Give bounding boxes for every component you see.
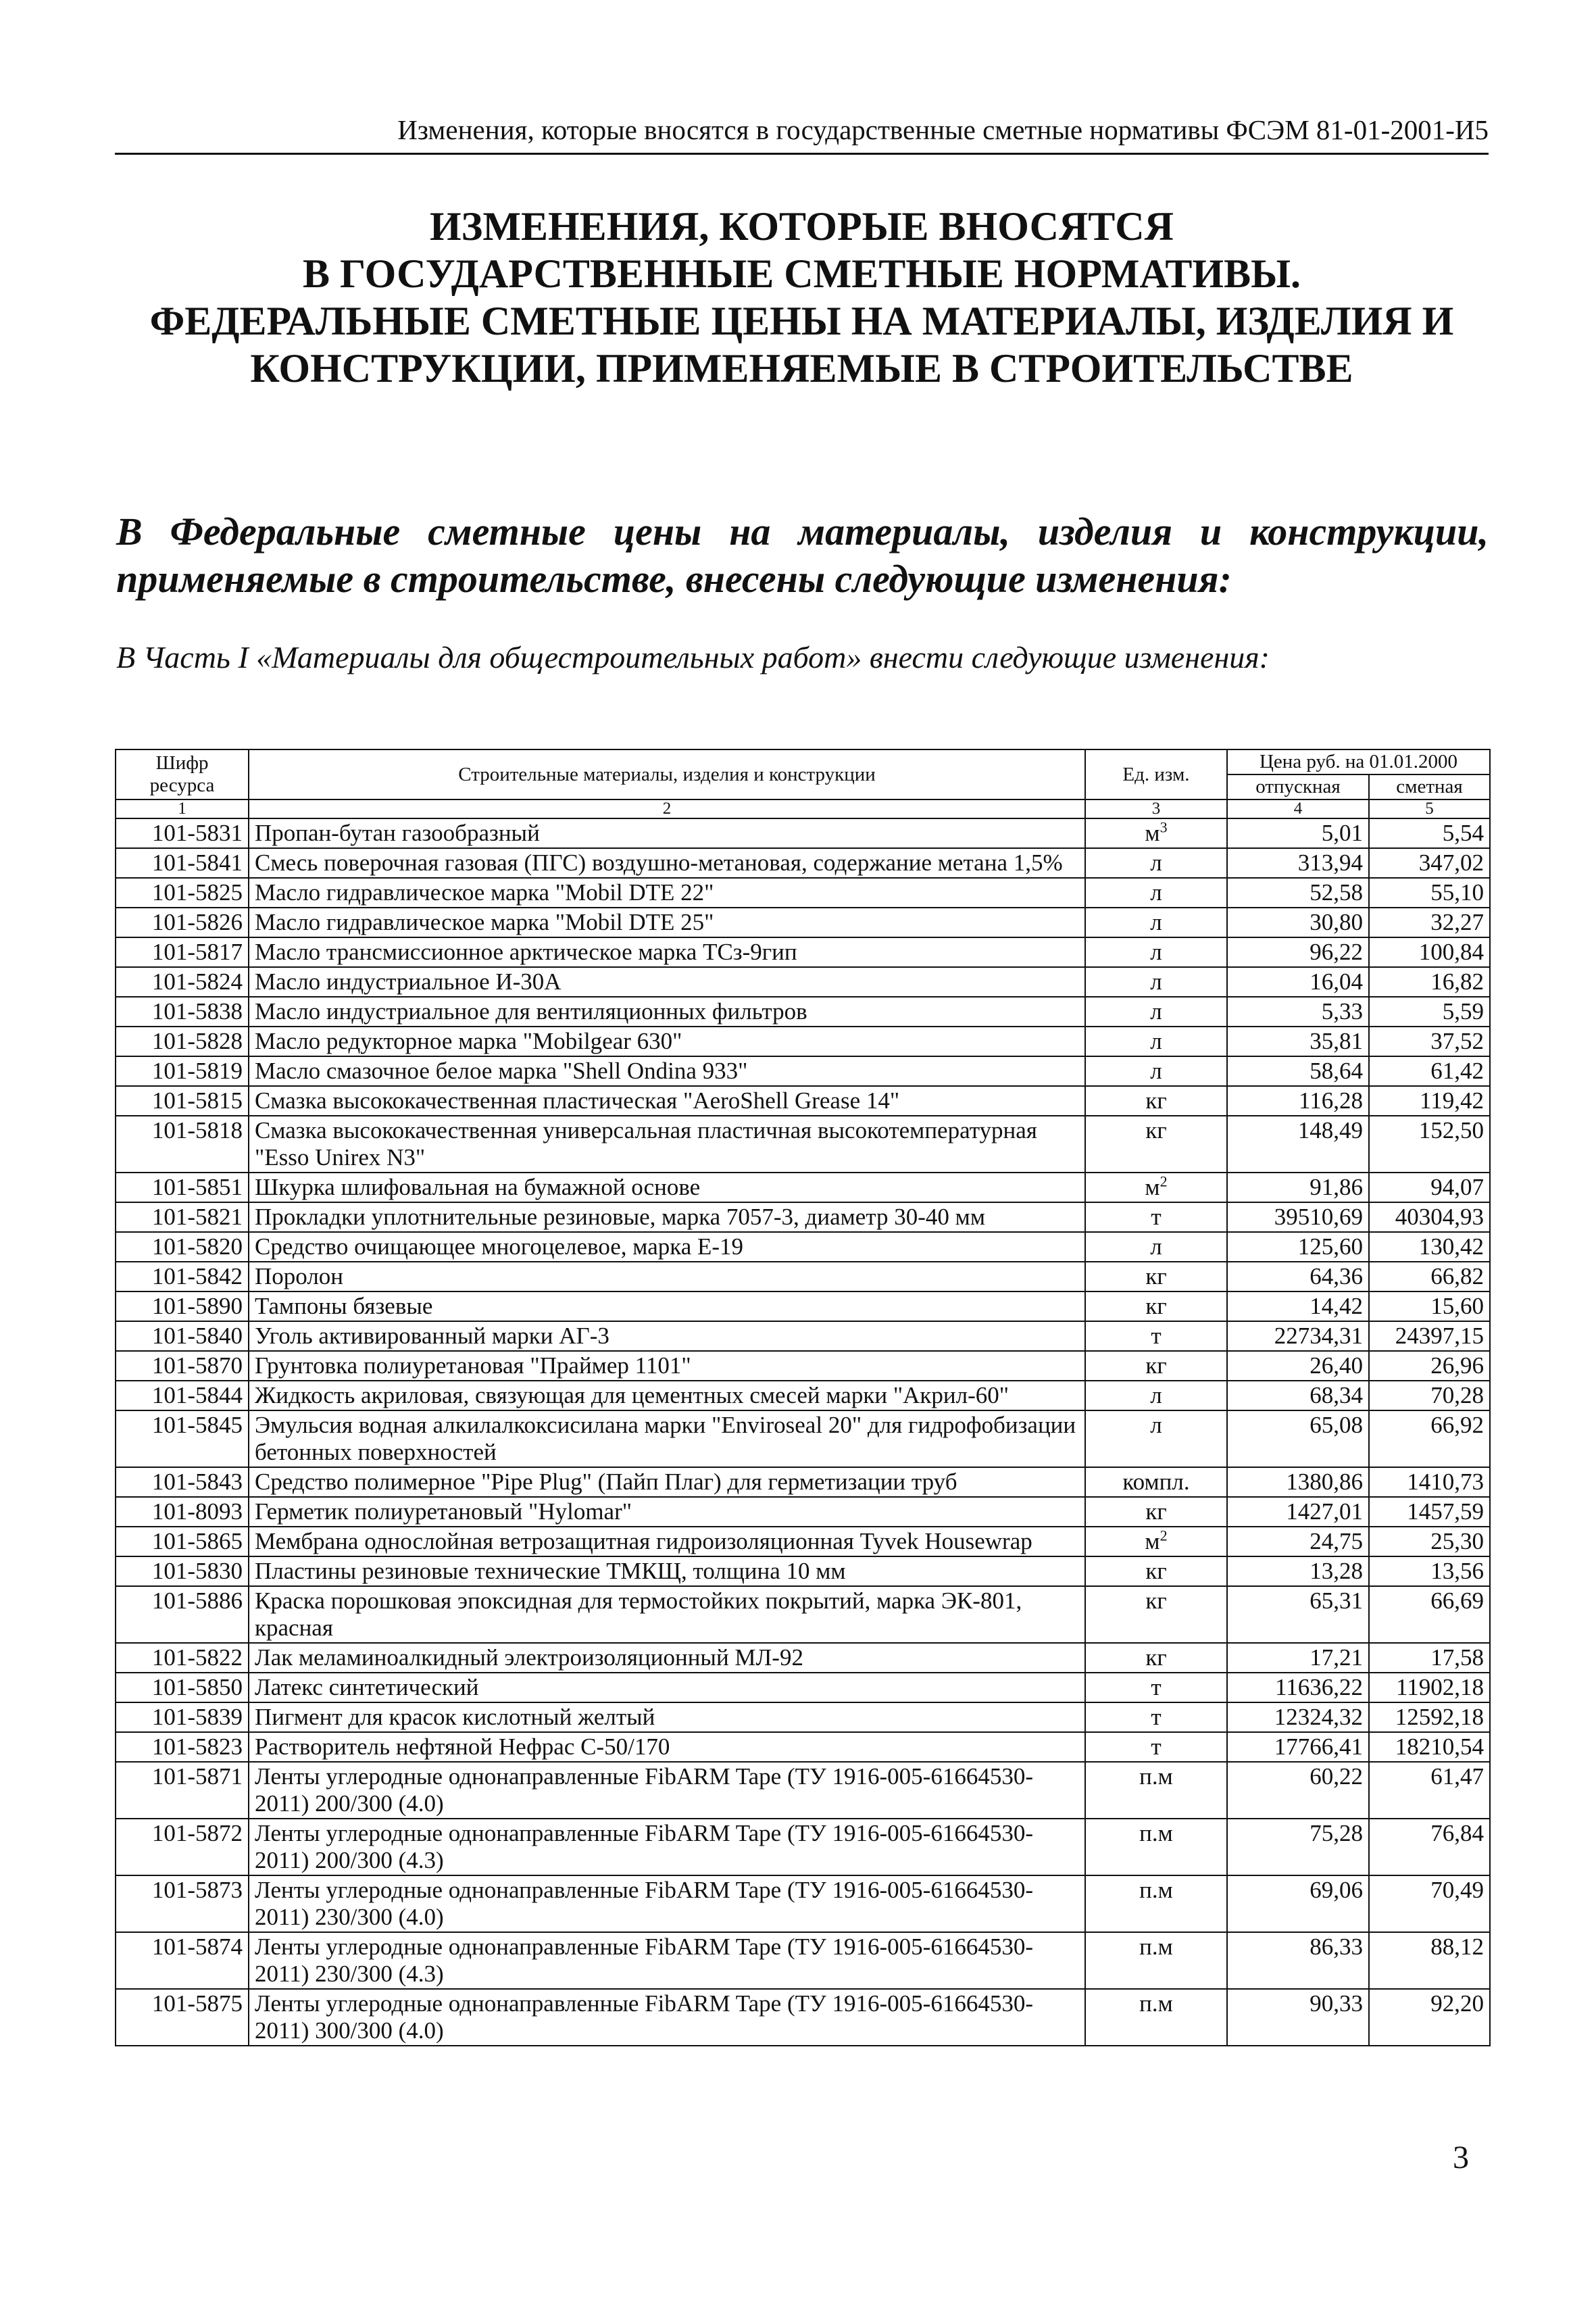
- estimate-price-cell: 17,58: [1369, 1643, 1490, 1673]
- name-cell: Поролон: [249, 1262, 1085, 1291]
- estimate-price-cell: 1457,59: [1369, 1497, 1490, 1527]
- table-row: [116, 1989, 1490, 2046]
- estimate-price-cell: 94,07: [1369, 1173, 1490, 1202]
- estimate-price-cell: 70,28: [1369, 1381, 1490, 1410]
- name-cell: Мембрана однослойная ветрозащитная гидроизоляционная Tyvek Housewrap: [249, 1527, 1085, 1556]
- estimate-price-cell: 66,69: [1369, 1586, 1490, 1643]
- table-row: [116, 1586, 1490, 1643]
- unit-cell: кг: [1085, 1556, 1227, 1586]
- page-number: 3: [1453, 2140, 1469, 2175]
- estimate-price-cell: 55,10: [1369, 878, 1490, 908]
- column-number: 2: [249, 799, 1085, 818]
- estimate-price-cell: 92,20: [1369, 1989, 1490, 2046]
- table-row: [116, 1819, 1490, 1875]
- name-cell: Пигмент для красок кислотный желтый: [249, 1702, 1085, 1732]
- name-cell: Ленты углеродные однонаправленные FibARM Tape (ТУ 1916-005-61664530-2011) 200/300 (4.3): [249, 1819, 1085, 1875]
- estimate-price-cell: 76,84: [1369, 1819, 1490, 1875]
- name-cell: Краска порошковая эпоксидная для термостойких покрытий, марка ЭК-801, красная: [249, 1586, 1085, 1643]
- code-cell: 101-5890: [116, 1291, 249, 1321]
- estimate-price-cell: 5,59: [1369, 997, 1490, 1027]
- table-row: [116, 878, 1490, 908]
- release-price-cell: 17766,41: [1227, 1732, 1369, 1762]
- estimate-price-cell: 61,42: [1369, 1056, 1490, 1086]
- code-cell: 101-5828: [116, 1027, 249, 1056]
- release-price-cell: 90,33: [1227, 1989, 1369, 2046]
- header-code: Шифр ресурса: [116, 749, 249, 799]
- code-cell: 101-5824: [116, 967, 249, 997]
- name-cell: Герметик полиуретановый "Hylomar": [249, 1497, 1085, 1527]
- release-price-cell: 64,36: [1227, 1262, 1369, 1291]
- name-cell: Грунтовка полиуретановая "Праймер 1101": [249, 1351, 1085, 1381]
- release-price-cell: 14,42: [1227, 1291, 1369, 1321]
- name-cell: Средство очищающее многоцелевое, марка Е-19: [249, 1232, 1085, 1262]
- name-cell: Пластины резиновые технические ТМКЩ, толщина 10 мм: [249, 1556, 1085, 1586]
- unit-cell: $м^3$: [1085, 818, 1227, 848]
- code-cell: 101-5825: [116, 878, 249, 908]
- estimate-price-cell: 66,92: [1369, 1410, 1490, 1467]
- header-price-group: Цена руб. на 01.01.2000: [1227, 749, 1490, 774]
- column-number: 3: [1085, 799, 1227, 818]
- unit-cell: п.м: [1085, 1932, 1227, 1989]
- release-price-cell: 65,08: [1227, 1410, 1369, 1467]
- name-cell: Латекс синтетический: [249, 1673, 1085, 1702]
- table-row: [116, 1527, 1490, 1556]
- estimate-price-cell: 61,47: [1369, 1762, 1490, 1819]
- header-release-price: отпускная: [1227, 774, 1369, 799]
- release-price-cell: 30,80: [1227, 908, 1369, 937]
- code-cell: 101-5839: [116, 1702, 249, 1732]
- code-cell: 101-5874: [116, 1932, 249, 1989]
- running-header: Изменения, которые вносятся в государственные сметные нормативы ФСЭМ 81-01-2001-И5: [115, 114, 1489, 155]
- unit-cell: т: [1085, 1702, 1227, 1732]
- name-cell: Эмульсия водная алкилалкоксисилана марки "Enviroseal 20" для гидрофобизации бетонных поверхностей: [249, 1410, 1085, 1467]
- table-row: [116, 1875, 1490, 1932]
- code-cell: 101-5865: [116, 1527, 249, 1556]
- unit-cell: кг: [1085, 1643, 1227, 1673]
- title-line: ФЕДЕРАЛЬНЫЕ СМЕТНЫЕ ЦЕНЫ НА МАТЕРИАЛЫ, ИЗДЕЛИЯ И: [149, 299, 1454, 343]
- estimate-price-cell: 24397,15: [1369, 1321, 1490, 1351]
- header-unit: Ед. изм.: [1085, 749, 1227, 799]
- estimate-price-cell: 26,96: [1369, 1351, 1490, 1381]
- table-row: [116, 1173, 1490, 1202]
- table-row: [116, 1321, 1490, 1351]
- release-price-cell: 58,64: [1227, 1056, 1369, 1086]
- estimate-price-cell: 1410,73: [1369, 1467, 1490, 1497]
- release-price-cell: 91,86: [1227, 1173, 1369, 1202]
- estimate-price-cell: 37,52: [1369, 1027, 1490, 1056]
- unit-cell: кг: [1085, 1116, 1227, 1173]
- estimate-price-cell: 40304,93: [1369, 1202, 1490, 1232]
- release-price-cell: 35,81: [1227, 1027, 1369, 1056]
- release-price-cell: 39510,69: [1227, 1202, 1369, 1232]
- column-number: 4: [1227, 799, 1369, 818]
- release-price-cell: 5,33: [1227, 997, 1369, 1027]
- name-cell: Масло гидравлическое марка "Mobil DTE 25": [249, 908, 1085, 937]
- release-price-cell: 313,94: [1227, 848, 1369, 878]
- title-line: КОНСТРУКЦИИ, ПРИМЕНЯЕМЫЕ В СТРОИТЕЛЬСТВЕ: [250, 346, 1353, 391]
- unit-cell: т: [1085, 1732, 1227, 1762]
- column-numbers-row: [116, 799, 1490, 818]
- code-cell: 101-5831: [116, 818, 249, 848]
- table-row: [116, 1732, 1490, 1762]
- estimate-price-cell: 12592,18: [1369, 1702, 1490, 1732]
- unit-cell: л: [1085, 1056, 1227, 1086]
- unit-cell: л: [1085, 878, 1227, 908]
- name-cell: Смазка высококачественная пластическая "AeroShell Grease 14": [249, 1086, 1085, 1116]
- release-price-cell: 24,75: [1227, 1527, 1369, 1556]
- table-row: [116, 1232, 1490, 1262]
- release-price-cell: 60,22: [1227, 1762, 1369, 1819]
- name-cell: Смесь поверочная газовая (ПГС) воздушно-метановая, содержание метана 1,5%: [249, 848, 1085, 878]
- name-cell: Растворитель нефтяной Нефрас С-50/170: [249, 1732, 1085, 1762]
- code-cell: 101-5871: [116, 1762, 249, 1819]
- name-cell: Смазка высококачественная универсальная пластичная высокотемпературная "Esso Unirex N3": [249, 1116, 1085, 1173]
- release-price-cell: 148,49: [1227, 1116, 1369, 1173]
- unit-cell: л: [1085, 1410, 1227, 1467]
- name-cell: Ленты углеродные однонаправленные FibARM Tape (ТУ 1916-005-61664530-2011) 230/300 (4.3): [249, 1932, 1085, 1989]
- code-cell: 101-5845: [116, 1410, 249, 1467]
- code-cell: 101-5822: [116, 1643, 249, 1673]
- unit-cell: т: [1085, 1202, 1227, 1232]
- code-cell: 101-5870: [116, 1351, 249, 1381]
- unit-cell: кг: [1085, 1291, 1227, 1321]
- table-row: [116, 848, 1490, 878]
- code-cell: 101-5850: [116, 1673, 249, 1702]
- unit-cell: кг: [1085, 1086, 1227, 1116]
- table-row: [116, 1116, 1490, 1173]
- name-cell: Лак меламиноалкидный электроизоляционный МЛ-92: [249, 1643, 1085, 1673]
- code-cell: 101-5819: [116, 1056, 249, 1086]
- table-row: [116, 1056, 1490, 1086]
- name-cell: Жидкость акриловая, связующая для цементных смесей марки "Акрил-60": [249, 1381, 1085, 1410]
- code-cell: 101-5851: [116, 1173, 249, 1202]
- table-row: [116, 1497, 1490, 1527]
- estimate-price-cell: 88,12: [1369, 1932, 1490, 1989]
- unit-cell: компл.: [1085, 1467, 1227, 1497]
- release-price-cell: 86,33: [1227, 1932, 1369, 1989]
- part-note: В Часть I «Материалы для общестроительных работ» внести следующие изменения:: [116, 640, 1270, 674]
- estimate-price-cell: 25,30: [1369, 1527, 1490, 1556]
- name-cell: Масло гидравлическое марка "Mobil DTE 22": [249, 878, 1085, 908]
- table-row: [116, 1410, 1490, 1467]
- table-row: [116, 1351, 1490, 1381]
- code-cell: 101-5844: [116, 1381, 249, 1410]
- unit-cell: кг: [1085, 1497, 1227, 1527]
- estimate-price-cell: 13,56: [1369, 1556, 1490, 1586]
- title-line: ИЗМЕНЕНИЯ, КОТОРЫЕ ВНОСЯТСЯ: [430, 204, 1174, 249]
- unit-cell: л: [1085, 1027, 1227, 1056]
- table-row: [116, 1643, 1490, 1673]
- unit-cell: п.м: [1085, 1989, 1227, 2046]
- code-cell: 101-5875: [116, 1989, 249, 2046]
- table-row: [116, 1702, 1490, 1732]
- unit-cell: л: [1085, 848, 1227, 878]
- release-price-cell: 11636,22: [1227, 1673, 1369, 1702]
- table-row: [116, 1086, 1490, 1116]
- name-cell: Тампоны бязевые: [249, 1291, 1085, 1321]
- unit-exponent: 2: [1159, 1527, 1168, 1544]
- code-cell: 101-5830: [116, 1556, 249, 1586]
- table-row: [116, 1762, 1490, 1819]
- name-cell: Ленты углеродные однонаправленные FibARM Tape (ТУ 1916-005-61664530-2011) 200/300 (4.0): [249, 1762, 1085, 1819]
- table-row: [116, 1673, 1490, 1702]
- unit-cell: п.м: [1085, 1819, 1227, 1875]
- code-cell: 101-5841: [116, 848, 249, 878]
- price-table-body: [116, 818, 1490, 2046]
- estimate-price-cell: 32,27: [1369, 908, 1490, 937]
- unit-cell: $м^2$: [1085, 1527, 1227, 1556]
- code-cell: 101-5838: [116, 997, 249, 1027]
- release-price-cell: 69,06: [1227, 1875, 1369, 1932]
- release-price-cell: 13,28: [1227, 1556, 1369, 1586]
- unit-exponent: 2: [1159, 1173, 1168, 1190]
- name-cell: Масло индустриальное для вентиляционных фильтров: [249, 997, 1085, 1027]
- intro-paragraph: В Федеральные сметные цены на материалы, изделия и конструкции, применяемые в строительстве, внесены следующие изменения:: [116, 510, 1489, 601]
- table-row: [116, 1467, 1490, 1497]
- estimate-price-cell: 119,42: [1369, 1086, 1490, 1116]
- table-row: [116, 1932, 1490, 1989]
- estimate-price-cell: 5,54: [1369, 818, 1490, 848]
- unit-exponent: 3: [1159, 818, 1168, 836]
- code-cell: 101-5817: [116, 937, 249, 967]
- release-price-cell: 1427,01: [1227, 1497, 1369, 1527]
- release-price-cell: 75,28: [1227, 1819, 1369, 1875]
- unit-cell: $м^2$: [1085, 1173, 1227, 1202]
- name-cell: Пропан-бутан газообразный: [249, 818, 1085, 848]
- unit-cell: т: [1085, 1673, 1227, 1702]
- release-price-cell: 16,04: [1227, 967, 1369, 997]
- title-line: В ГОСУДАРСТВЕННЫЕ СМЕТНЫЕ НОРМАТИВЫ.: [302, 251, 1301, 296]
- estimate-price-cell: 15,60: [1369, 1291, 1490, 1321]
- name-cell: Шкурка шлифовальная на бумажной основе: [249, 1173, 1085, 1202]
- estimate-price-cell: 16,82: [1369, 967, 1490, 997]
- table-row: [116, 997, 1490, 1027]
- unit-cell: кг: [1085, 1351, 1227, 1381]
- release-price-cell: 26,40: [1227, 1351, 1369, 1381]
- name-cell: Прокладки уплотнительные резиновые, марка 7057-3, диаметр 30-40 мм: [249, 1202, 1085, 1232]
- name-cell: Ленты углеродные однонаправленные FibARM Tape (ТУ 1916-005-61664530-2011) 230/300 (4.0): [249, 1875, 1085, 1932]
- table-row: [116, 967, 1490, 997]
- release-price-cell: 1380,86: [1227, 1467, 1369, 1497]
- column-number: 1: [116, 799, 249, 818]
- code-cell: 101-5843: [116, 1467, 249, 1497]
- estimate-price-cell: 11902,18: [1369, 1673, 1490, 1702]
- estimate-price-cell: 66,82: [1369, 1262, 1490, 1291]
- unit-cell: п.м: [1085, 1762, 1227, 1819]
- release-price-cell: 12324,32: [1227, 1702, 1369, 1732]
- estimate-price-cell: 70,49: [1369, 1875, 1490, 1932]
- code-cell: 101-5826: [116, 908, 249, 937]
- name-cell: Уголь активированный марки АГ-3: [249, 1321, 1085, 1351]
- unit-cell: кг: [1085, 1262, 1227, 1291]
- table-row: [116, 1291, 1490, 1321]
- release-price-cell: 96,22: [1227, 937, 1369, 967]
- table-row: [116, 1262, 1490, 1291]
- code-cell: 101-5821: [116, 1202, 249, 1232]
- table-row: [116, 908, 1490, 937]
- estimate-price-cell: 100,84: [1369, 937, 1490, 967]
- name-cell: Масло индустриальное И-30А: [249, 967, 1085, 997]
- column-number: 5: [1369, 799, 1490, 818]
- name-cell: Средство полимерное "Pipe Plug" (Пайп Плаг) для герметизации труб: [249, 1467, 1085, 1497]
- name-cell: Масло смазочное белое марка "Shell Ondina 933": [249, 1056, 1085, 1086]
- table-row: [116, 1027, 1490, 1056]
- unit-cell: л: [1085, 1232, 1227, 1262]
- code-cell: 101-5820: [116, 1232, 249, 1262]
- code-cell: 101-5842: [116, 1262, 249, 1291]
- estimate-price-cell: 152,50: [1369, 1116, 1490, 1173]
- code-cell: 101-5886: [116, 1586, 249, 1643]
- unit-cell: т: [1085, 1321, 1227, 1351]
- code-cell: 101-5872: [116, 1819, 249, 1875]
- table-row: [116, 1556, 1490, 1586]
- unit-cell: л: [1085, 908, 1227, 937]
- code-cell: 101-8093: [116, 1497, 249, 1527]
- unit-cell: л: [1085, 937, 1227, 967]
- release-price-cell: 52,58: [1227, 878, 1369, 908]
- document-title: [115, 203, 1489, 392]
- release-price-cell: 17,21: [1227, 1643, 1369, 1673]
- estimate-price-cell: 347,02: [1369, 848, 1490, 878]
- header-estimate-price: сметная: [1369, 774, 1490, 799]
- estimate-price-cell: 18210,54: [1369, 1732, 1490, 1762]
- unit-cell: л: [1085, 997, 1227, 1027]
- unit-cell: п.м: [1085, 1875, 1227, 1932]
- price-table: [115, 749, 1491, 2046]
- code-cell: 101-5823: [116, 1732, 249, 1762]
- code-cell: 101-5818: [116, 1116, 249, 1173]
- estimate-price-cell: 130,42: [1369, 1232, 1490, 1262]
- name-cell: Масло трансмиссионное арктическое марка ТСз-9гип: [249, 937, 1085, 967]
- release-price-cell: 125,60: [1227, 1232, 1369, 1262]
- release-price-cell: 65,31: [1227, 1586, 1369, 1643]
- unit-cell: л: [1085, 967, 1227, 997]
- unit-cell: кг: [1085, 1586, 1227, 1643]
- code-cell: 101-5840: [116, 1321, 249, 1351]
- table-row: [116, 1202, 1490, 1232]
- name-cell: Ленты углеродные однонаправленные FibARM Tape (ТУ 1916-005-61664530-2011) 300/300 (4.0): [249, 1989, 1085, 2046]
- name-cell: Масло редукторное марка "Mobilgear 630": [249, 1027, 1085, 1056]
- release-price-cell: 68,34: [1227, 1381, 1369, 1410]
- release-price-cell: 22734,31: [1227, 1321, 1369, 1351]
- unit-cell: л: [1085, 1381, 1227, 1410]
- release-price-cell: 116,28: [1227, 1086, 1369, 1116]
- header-name: Строительные материалы, изделия и конструкции: [249, 749, 1085, 799]
- code-cell: 101-5815: [116, 1086, 249, 1116]
- table-row: [116, 1381, 1490, 1410]
- release-price-cell: 5,01: [1227, 818, 1369, 848]
- table-row: [116, 937, 1490, 967]
- code-cell: 101-5873: [116, 1875, 249, 1932]
- table-row: [116, 818, 1490, 848]
